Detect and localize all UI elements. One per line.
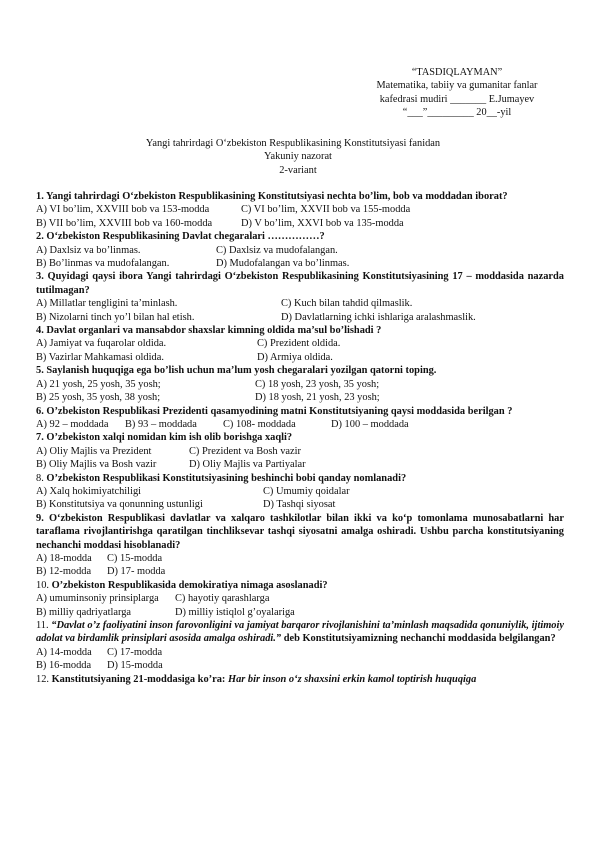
options-row <box>36 337 564 350</box>
question-quote: Har bir inson o‘z shaxsini erkin kamol toptirish huquqiga <box>225 673 477 685</box>
option-c: C) Kuch bilan tahdid qilmaslik. <box>281 298 413 310</box>
approval-head: kafedrasi mudiri _______ E.Jumayev <box>379 93 535 105</box>
question-4: 4. Davlat organlari va mansabdor shaxslar kimning oldida ma’sul bo’lishadi ? <box>36 325 382 337</box>
option-a: A) umuminsoniy prinsiplarga <box>36 593 159 605</box>
question-text: O’zbekiston Respublikasi Konstitutsiyasining beshinchi bobi qanday nomlanadi? <box>43 472 407 484</box>
approval-date: “___”_________ 20__-yil <box>402 107 512 119</box>
option-a: A) VI bo’lim, XXVIII bob va 153-modda <box>36 204 210 216</box>
question-11 <box>36 619 564 646</box>
option-c: C) VI bo’lim, XXVII bob va 155-modda <box>241 204 411 216</box>
option-d: D) 100 – moddada <box>331 418 409 430</box>
question-text: deb Konstitutsiyamizning nechanchi moddasida belgilangan? <box>281 633 556 645</box>
question-text: O’zbekiston Respublikasida demokiratiya nimaga asoslanadi? <box>49 579 328 591</box>
options-row <box>36 203 564 216</box>
question-1: 1. Yangi tahrirdagi O‘zbekiston Respublikasining Konstitutsiyasi nechta bo’lim, bob va moddadan iborat? <box>36 191 508 202</box>
question-list <box>36 190 564 686</box>
question-3: 3. Quyidagi qaysi ibora Yangi tahrirdagi O‘zbekiston Respublikasining Konstitutsiyasining 17 – moddasida nazarda tutilmagan? <box>36 271 564 296</box>
options-row <box>36 646 564 659</box>
option-c: C) Daxlsiz va mudofalangan. <box>216 244 338 256</box>
options-row <box>36 659 564 672</box>
option-d: D) Davlatlarning ichki ishlariga aralashmaslik. <box>281 311 476 323</box>
option-b: B) 12-modda <box>36 566 92 578</box>
options-row <box>36 217 564 230</box>
approval-department: Matematika, tabiiy va gumanitar fanlar <box>376 80 538 92</box>
question-text: Kanstitutsiyaning 21-moddasiga ko’ra: <box>49 673 226 685</box>
option-b: B) Bo’linmas va mudofalangan. <box>36 258 170 270</box>
question-8 <box>36 472 564 485</box>
option-c: C) hayotiy qarashlarga <box>175 593 270 605</box>
option-b: B) Konstitutsiya va qonunning ustunligi <box>36 499 203 511</box>
question-6: 6. O’zbekiston Respublikasi Prezidenti qasamyodining matni Konstitutsiyaning qaysi moddasida berilgan ? <box>36 405 513 417</box>
options-row <box>36 552 564 565</box>
variant-label: 2-variant <box>279 164 317 176</box>
option-c: C) Prezident oldida. <box>257 338 341 350</box>
options-row <box>36 257 564 270</box>
options-row <box>36 244 564 257</box>
option-b: B) VII bo’lim, XXVIII bob va 160-modda <box>36 217 213 229</box>
options-row <box>36 606 564 619</box>
options-row <box>36 297 564 310</box>
option-a: A) Millatlar tengligini ta’minlash. <box>36 298 178 310</box>
option-a: A) 14-modda <box>36 646 92 658</box>
option-c: C) Prezident va Bosh vazir <box>189 445 301 457</box>
question-number: 11. <box>36 620 49 631</box>
option-b: B) milliy qadriyatlarga <box>36 606 132 618</box>
option-a: A) 18-modda <box>36 552 92 564</box>
option-c: C) 15-modda <box>107 552 163 564</box>
option-b: B) 16-modda <box>36 660 92 672</box>
option-c: C) 108- moddada <box>223 418 296 430</box>
option-c: C) 18 yosh, 23 yosh, 35 yosh; <box>255 378 380 390</box>
option-d: D) V bo’lim, XXVI bob va 135-modda <box>241 217 404 229</box>
option-d: D) Mudofalangan va bo’linmas. <box>216 258 350 270</box>
question-number: 10. <box>36 579 49 591</box>
option-a: A) Daxlsiz va bo’linmas. <box>36 244 141 256</box>
question-5: 5. Saylanish huquqiga ega bo’lish uchun ma’lum yosh chegaralari yozilgan qatorni toping. <box>36 365 437 377</box>
options-row <box>36 351 564 364</box>
option-d: D) Armiya oldida. <box>257 351 333 363</box>
approval-block <box>350 66 564 120</box>
subject-title: Yangi tahrirdagi O‘zbekiston Respublikasining Konstitutsiyasi fanidan <box>145 138 441 149</box>
subject-block <box>0 137 596 177</box>
option-d: D) 18 yosh, 21 yosh, 23 yosh; <box>255 392 380 404</box>
question-10 <box>36 579 564 592</box>
option-d: D) milliy istiqlol g’oyalariga <box>175 606 295 618</box>
options-row <box>36 311 564 324</box>
option-a: A) 21 yosh, 25 yosh, 35 yosh; <box>36 378 161 390</box>
option-a: A) 92 – moddada <box>36 418 109 430</box>
option-b: B) 93 – moddada <box>125 418 197 430</box>
question-2: 2. O‘zbekiston Respublikasining Davlat chegaralari ……………? <box>36 231 325 243</box>
question-number: 8. <box>36 472 44 484</box>
option-a: A) Xalq hokimiyatchiligi <box>36 485 142 497</box>
options-row <box>36 391 564 404</box>
options-row <box>36 378 564 391</box>
option-c: C) 17-modda <box>107 646 163 658</box>
option-d: D) 15-modda <box>107 660 163 672</box>
question-12 <box>36 673 564 686</box>
question-7: 7. O’zbekiston xalqi nomidan kim ish olib borishga xaqli? <box>36 432 293 444</box>
options-row <box>36 418 564 431</box>
question-9: 9. O‘zbekiston Respublikasi davlatlar va xalqaro tashkilotlar bilan ikki va ko‘p tomonlama munosabatlarni har taraflama rivojlantirishga qaratilgan tinchliksevar tashqi siyosatni amalga oshiradi. Ushbu parcha konstitutsiyaning nechanchi moddasi hisoblanadi? <box>36 512 564 551</box>
options-row <box>36 458 564 471</box>
options-row <box>36 498 564 511</box>
option-b: B) Oliy Majlis va Bosh vazir <box>36 459 157 471</box>
option-d: D) 17- modda <box>107 566 166 578</box>
option-a: A) Oliy Majlis va Prezident <box>36 445 152 457</box>
exam-type: Yakuniy nazorat <box>264 151 332 163</box>
question-number: 12. <box>36 673 49 685</box>
option-b: B) Vazirlar Mahkamasi oldida. <box>36 351 164 363</box>
options-row <box>36 445 564 458</box>
approval-title: “TASDIQLAYMAN” <box>411 67 503 78</box>
options-row <box>36 485 564 498</box>
option-d: D) Tashqi siyosat <box>263 499 336 511</box>
options-row <box>36 592 564 605</box>
options-row <box>36 565 564 578</box>
option-b: B) Nizolarni tinch yo’l bilan hal etish. <box>36 311 195 323</box>
question-quote: “Davlat o’z faoliyatini inson farovonligini va jamiyat barqaror rivojlanishini ta’minlash maqsadida qonuniylik, ijtimoiy adolat va birdamlik prinsiplari asosida amalga oshiradi.” <box>36 620 564 645</box>
option-a: A) Jamiyat va fuqarolar oldida. <box>36 338 167 350</box>
option-c: C) Umumiy qoidalar <box>263 485 350 497</box>
option-b: B) 25 yosh, 35 yosh, 38 yosh; <box>36 392 161 404</box>
option-d: D) Oliy Majlis va Partiyalar <box>189 459 306 471</box>
